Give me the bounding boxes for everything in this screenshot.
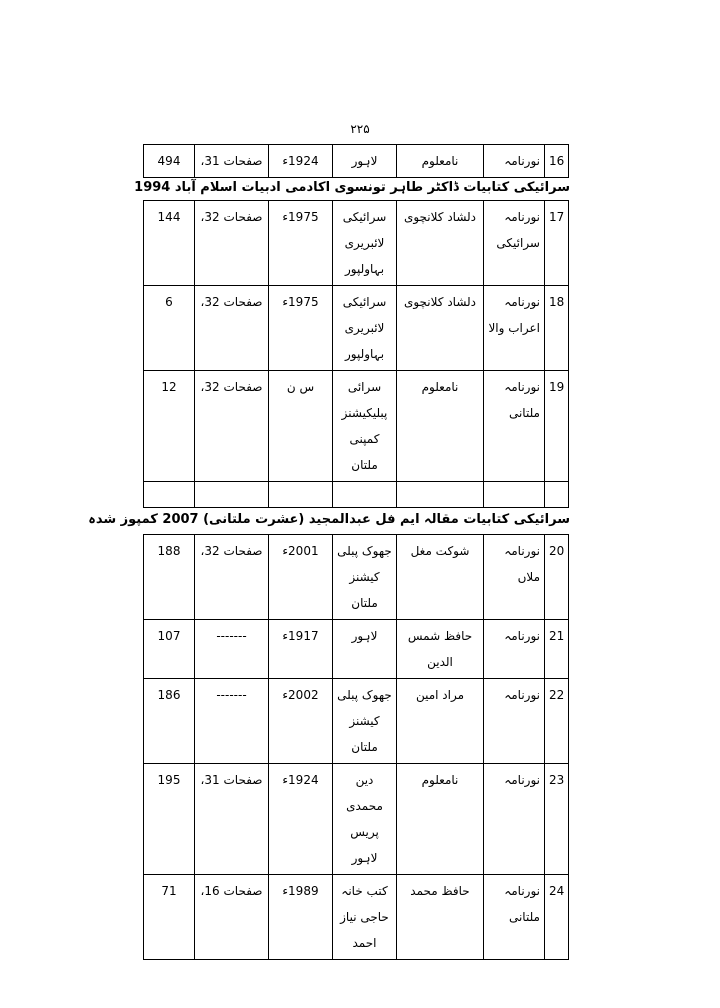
entry-year: س ن [269, 371, 333, 482]
entry-publisher: دین محمدی پریس لاہور [333, 764, 397, 875]
entry-pages: صفحات 31، [195, 145, 269, 178]
entry-number: 21 [545, 620, 569, 679]
entry-count: 107 [144, 620, 195, 679]
entry-title: نورنامہ ملتانی [484, 371, 545, 482]
empty-cell [333, 482, 397, 508]
empty-cell [144, 482, 195, 508]
entry-pages: صفحات 31، [195, 764, 269, 875]
entry-year: 1924ء [269, 145, 333, 178]
entry-year: 1989ء [269, 875, 333, 960]
table-row [144, 201, 569, 286]
empty-cell [397, 482, 484, 508]
table-row-empty [144, 482, 569, 508]
entry-title: نورنامہ سرائیکی [484, 201, 545, 286]
table-row [144, 875, 569, 960]
empty-cell [484, 482, 545, 508]
empty-cell [545, 482, 569, 508]
table-row [144, 764, 569, 875]
entry-pages: صفحات 32، [195, 201, 269, 286]
table-row [144, 145, 569, 178]
entry-number: 19 [545, 371, 569, 482]
entry-title: نورنامہ ملاں [484, 535, 545, 620]
table-entries-20-24 [143, 534, 569, 960]
entry-number: 17 [545, 201, 569, 286]
entry-publisher: جھوک پبلی کیشنز ملتان [333, 535, 397, 620]
entry-title: نورنامہ [484, 145, 545, 178]
entry-author: دلشاد کلانچوی [397, 201, 484, 286]
section-heading-tahir-taunsvi: سرائیکی کتابیات ڈاکٹر طاہر تونسوی اکادمی ادبیات اسلام آباد 1994 [134, 180, 570, 195]
entry-publisher: لاہور [333, 620, 397, 679]
entry-pages: صفحات 16، [195, 875, 269, 960]
entry-author: مراد امین [397, 679, 484, 764]
table-row [144, 679, 569, 764]
empty-cell [195, 482, 269, 508]
table-entry-16 [143, 144, 569, 178]
entry-number: 22 [545, 679, 569, 764]
entry-year: 2002ء [269, 679, 333, 764]
entry-title: نورنامہ اعراب والا [484, 286, 545, 371]
entry-pages: صفحات 32، [195, 535, 269, 620]
page-number: ۲۲۵ [350, 122, 370, 136]
entry-year: 1924ء [269, 764, 333, 875]
entry-count: 494 [144, 145, 195, 178]
table-row [144, 286, 569, 371]
entry-number: 16 [545, 145, 569, 178]
entry-author: شوکت مغل [397, 535, 484, 620]
section-heading-abdul-majeed: سرائیکی کتابیات مقالہ ایم فل عبدالمجید (عشرت ملتانی) 2007 کمپوز شدہ [88, 512, 570, 527]
entry-count: 12 [144, 371, 195, 482]
entry-publisher: جھوک پبلی کیشنز ملتان [333, 679, 397, 764]
entry-pages: صفحات 32، [195, 371, 269, 482]
entry-year: 2001ء [269, 535, 333, 620]
entry-count: 188 [144, 535, 195, 620]
table-row [144, 535, 569, 620]
entry-count: 71 [144, 875, 195, 960]
entry-publisher: کتب خانہ حاجی نیاز احمد [333, 875, 397, 960]
entry-publisher: سرائیکی لائبریری بہاولپور [333, 201, 397, 286]
entry-number: 24 [545, 875, 569, 960]
entry-title: نورنامہ [484, 764, 545, 875]
entry-number: 23 [545, 764, 569, 875]
entry-number: 20 [545, 535, 569, 620]
entry-year: 1975ء [269, 286, 333, 371]
entry-year: 1975ء [269, 201, 333, 286]
table-row [144, 371, 569, 482]
entry-author: دلشاد کلانچوی [397, 286, 484, 371]
entry-publisher: سرائی پبلیکیشنز کمپنی ملتان [333, 371, 397, 482]
entry-author: نامعلوم [397, 145, 484, 178]
entry-title: نورنامہ ملتانی [484, 875, 545, 960]
entry-title: نورنامہ [484, 679, 545, 764]
entry-pages: صفحات 32، [195, 286, 269, 371]
entry-count: 186 [144, 679, 195, 764]
entry-number: 18 [545, 286, 569, 371]
entry-author: حافظ شمس الدین [397, 620, 484, 679]
entry-year: 1917ء [269, 620, 333, 679]
entry-author: حافظ محمد [397, 875, 484, 960]
entry-publisher: لاہور [333, 145, 397, 178]
entry-count: 6 [144, 286, 195, 371]
entry-count: 195 [144, 764, 195, 875]
entry-pages: ------- [195, 620, 269, 679]
entry-title: نورنامہ [484, 620, 545, 679]
entry-pages: ------- [195, 679, 269, 764]
empty-cell [269, 482, 333, 508]
entry-author: نامعلوم [397, 764, 484, 875]
entry-author: نامعلوم [397, 371, 484, 482]
table-entries-17-19 [143, 200, 569, 508]
entry-publisher: سرائیکی لائبریری بہاولپور [333, 286, 397, 371]
table-row [144, 620, 569, 679]
entry-count: 144 [144, 201, 195, 286]
